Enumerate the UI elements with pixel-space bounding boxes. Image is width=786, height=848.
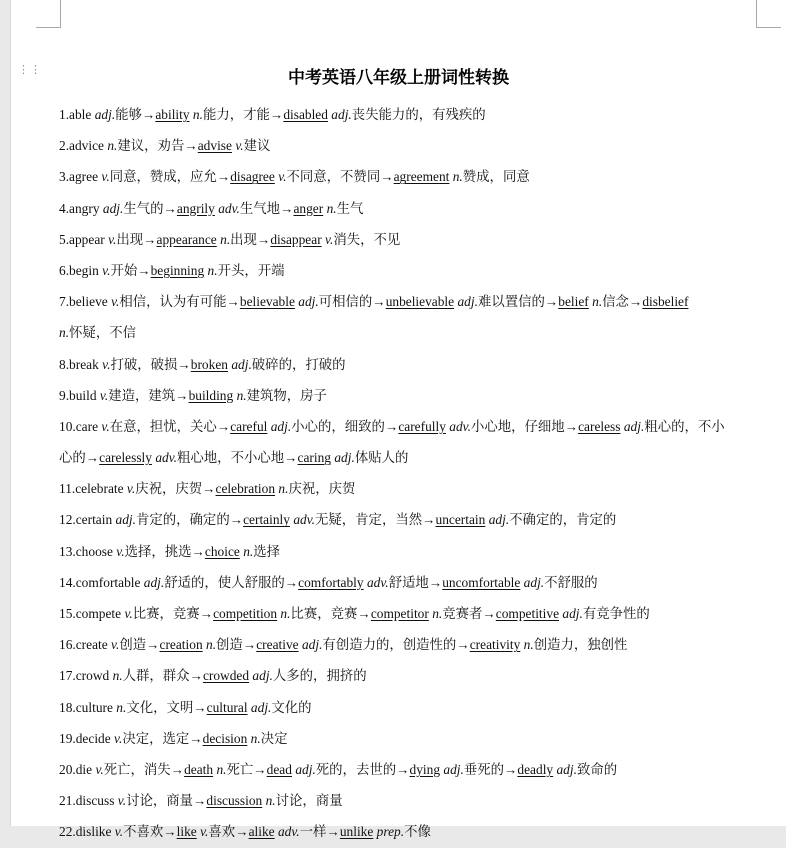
list-item: 5.appear v.出现→appearance n.出现→disappear v.消失，不见: [59, 231, 401, 247]
list-item: 18.culture n.文化，文明→cultural adj.文化的: [59, 699, 312, 715]
list-item: 22.dislike v.不喜欢→like v.喜欢→alike adv.一样→unlike prep.不像: [59, 824, 431, 840]
list-item: 21.discuss v.讨论，商量→discussion n.讨论，商量: [59, 793, 343, 809]
list-item: 14.comfortable adj.舒适的，使人舒服的→comfortably adv.舒适地→uncomfortable adj.不舒服的: [59, 574, 598, 590]
list-item: 2.advice n.建议，劝告→advise v.建议: [59, 138, 271, 154]
document-page: [10, 0, 786, 840]
list-item: 9.build v.建造，建筑→building n.建筑物，房子: [59, 387, 327, 403]
list-item: 7.believe v.相信，认为有可能→believable adj.可相信的→unbelievable adj.难以置信的→belief n.信念→disbelief: [59, 294, 689, 310]
list-item: 10.care v.在意，担忧，关心→careful adj.小心的，细致的→carefully adv.小心地，仔细地→careless adj.粗心的，不小: [59, 418, 725, 434]
list-item: 15.compete v.比赛，竞赛→competition n.比赛，竞赛→competitor n.竞赛者→competitive adj.有竞争性的: [59, 606, 650, 621]
margin-corner-mark-top-right: [756, 0, 781, 28]
word-conversion-list: [59, 99, 768, 840]
document-title: 中考英语八年级上册词性转换: [288, 68, 509, 88]
drag-handle-icon[interactable]: ⋮⋮: [18, 63, 42, 76]
list-item: 16.create v.创造→creation n.创造→creative adj.有创造力的，创造性的→creativity n.创造力，独创性: [59, 637, 628, 653]
list-item: 13.choose v.选择，挑选→choice n.选择: [59, 543, 281, 559]
list-item: 11.celebrate v.庆祝，庆贺→celebration n.庆祝，庆贺: [59, 481, 356, 497]
list-item: n.怀疑，不信: [59, 325, 136, 341]
margin-corner-mark-top-left: [36, 0, 61, 28]
list-item: 3.agree v.同意，赞成，应允→disagree v.不同意，不赞同→agreement n.赞成，同意: [59, 169, 530, 185]
list-item: 心的→carelessly adv.粗心地，不小心地→caring adj.体贴人的: [59, 450, 409, 466]
list-item: 1.able adj.能够→ability n.能力，才能→disabled adj.丧失能力的，有残疾的: [59, 107, 486, 122]
list-item: 8.break v.打破，破损→broken adj.破碎的，打破的: [59, 356, 346, 372]
list-item: 12.certain adj.肯定的，确定的→certainly adv.无疑，肯定，当然→uncertain adj.不确定的，肯定的: [59, 512, 617, 528]
list-item: 19.decide v.决定，选定→decision n.决定: [59, 730, 288, 746]
list-item: 6.begin v.开始→beginning n.开头，开端: [59, 262, 285, 278]
list-item: 20.die v.死亡，消失→death n.死亡→dead adj.死的，去世的→dying adj.垂死的→deadly adj.致命的: [59, 761, 618, 777]
list-item: 17.crowd n.人群，群众→crowded adj.人多的，拥挤的: [59, 668, 367, 684]
list-item: 4.angry adj.生气的→angrily adv.生气地→anger n.生气: [59, 200, 364, 216]
